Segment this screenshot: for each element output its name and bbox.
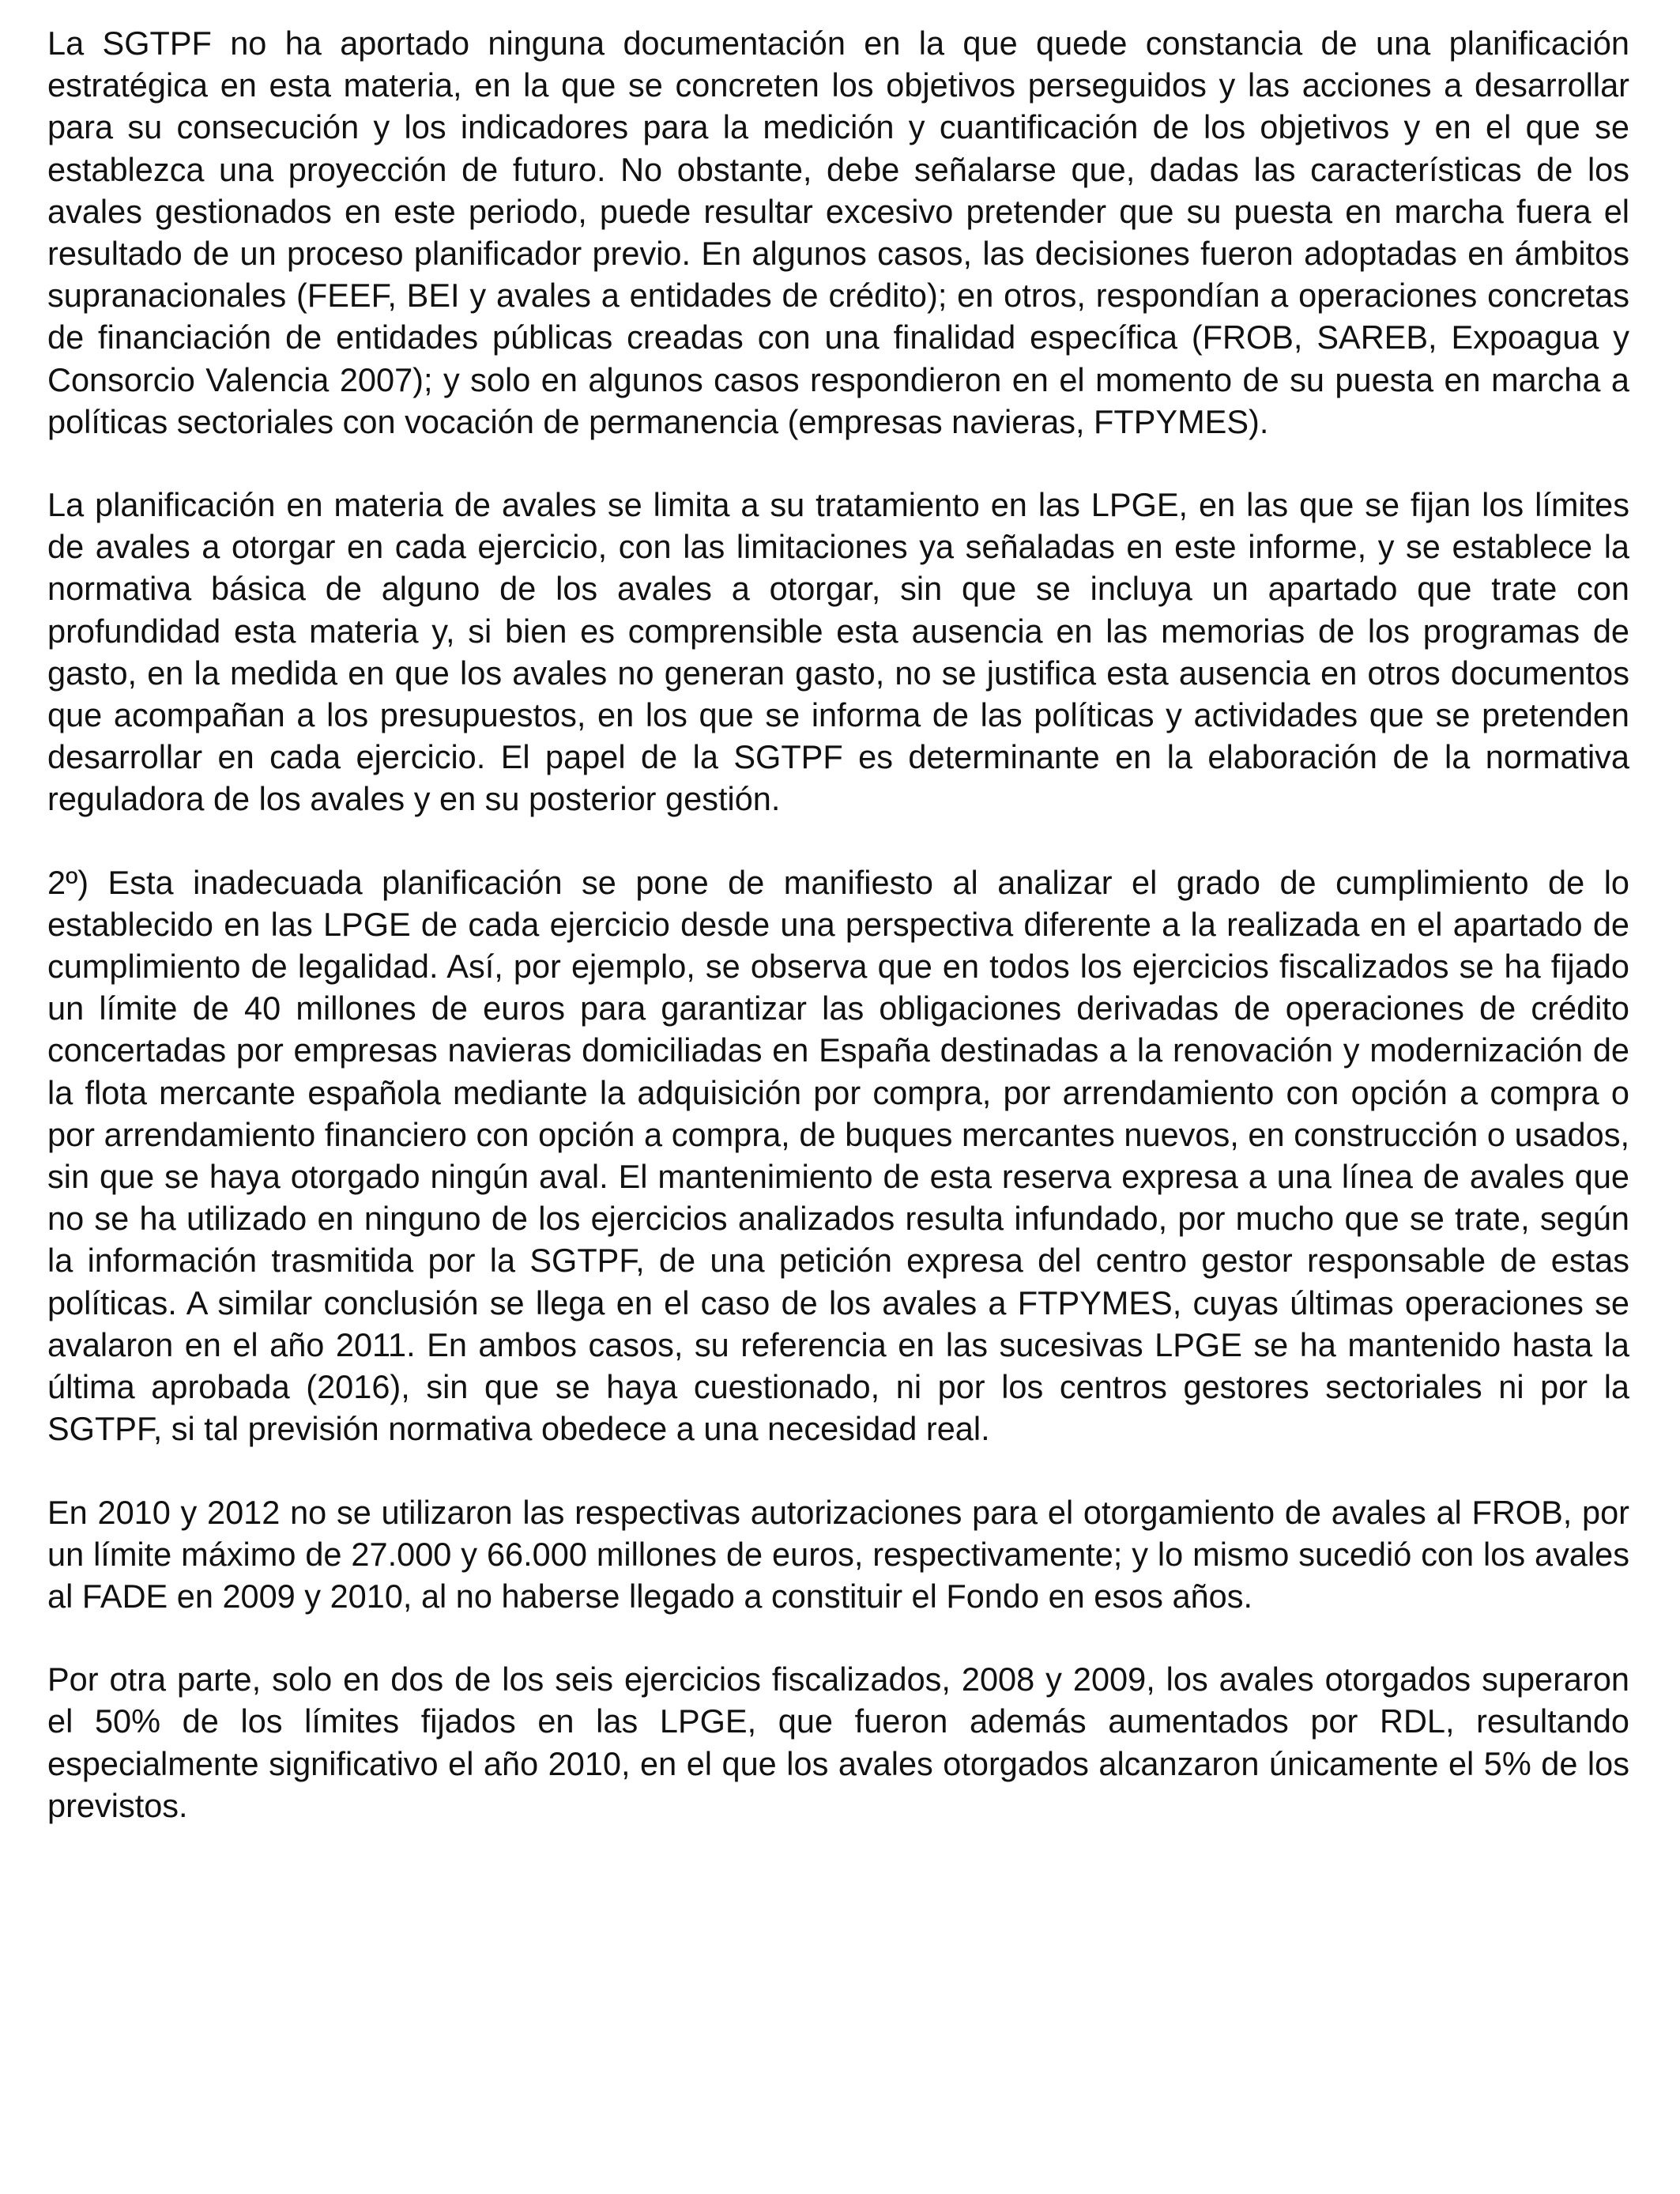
document-page: [47, 22, 1629, 1868]
paragraph-avales-otorgados: Por otra parte, solo en dos de los seis ejercicios fiscalizados, 2008 y 2009, los avales otorgados superaron el 50% de los límites fijados en las LPGE, que fueron además aumentados por RDL, resultando especialmente significativo el año 2010, en el que los avales otorgados alcanzaron únicamente el 5% de los previstos.: [47, 1661, 1629, 1824]
paragraph-planificacion-estrategica: La SGTPF no ha aportado ninguna documentación en la que quede constancia de una planificación estratégica en esta materia, en la que se concreten los objetivos perseguidos y las acciones a desarrollar para su consecución y los indicadores para la medición y cuantificación de los objetivos y en el que se establezca una proyección de futuro. No obstante, debe señalarse que, dadas las características de los avales gestionados en este periodo, puede resultar excesivo pretender que su puesta en marcha fuera el resultado de un proceso planificador previo. En algunos casos, las decisiones fueron adoptadas en ámbitos supranacionales (FEEF, BEI y avales a entidades de crédito); en otros, respondían a operaciones concretas de financiación de entidades públicas creadas con una finalidad específica (FROB, SAREB, Expoagua y Consorcio Valencia 2007); y solo en algunos casos respondieron en el momento de su puesta en marcha a políticas sectoriales con vocación de permanencia (empresas navieras, FTPYMES).: [47, 25, 1629, 440]
paragraph-planificacion-avales: La planificación en materia de avales se limita a su tratamiento en las LPGE, en las que se fijan los límites de avales a otorgar en cada ejercicio, con las limitaciones ya señaladas en este informe, y se establece la normativa básica de alguno de los avales a otorgar, sin que se incluya un apartado que trate con profundidad esta materia y, si bien es comprensible esta ausencia en las memorias de los programas de gasto, en la medida en que los avales no generan gasto, no se justifica esta ausencia en otros documentos que acompañan a los presupuestos, en los que se informa de las políticas y actividades que se pretenden desarrollar en cada ejercicio. El papel de la SGTPF es determinante en la elaboración de la normativa reguladora de los avales y en su posterior gestión.: [47, 486, 1629, 818]
paragraph-frob-fade: En 2010 y 2012 no se utilizaron las respectivas autorizaciones para el otorgamiento de avales al FROB, por un límite máximo de 27.000 y 66.000 millones de euros, respectivamente; y lo mismo sucedió con los avales al FADE en 2009 y 2010, al no haberse llegado a constituir el Fondo en esos años.: [47, 1493, 1629, 1615]
paragraph-inadecuada-planificacion: 2º) Esta inadecuada planificación se pone de manifiesto al analizar el grado de cumplimiento de lo establecido en las LPGE de cada ejercicio desde una perspectiva diferente a la realizada en el apartado de cumplimiento de legalidad. Así, por ejemplo, se observa que en todos los ejercicios fiscalizados se ha fijado un límite de 40 millones de euros para garantizar las obligaciones derivadas de operaciones de crédito concertadas por empresas navieras domiciliadas en España destinadas a la renovación y modernización de la flota mercante española mediante la adquisición por compra, por arrendamiento con opción a compra o por arrendamiento financiero con opción a compra, de buques mercantes nuevos, en construcción o usados, sin que se haya otorgado ningún aval. El mantenimiento de esta reserva expresa a una línea de avales que no se ha utilizado en ninguno de los ejercicios analizados resulta infundado, por mucho que se trate, según la información trasmitida por la SGTPF, de una petición expresa del centro gestor responsable de estas políticas. A similar conclusión se llega en el caso de los avales a FTPYMES, cuyas últimas operaciones se avalaron en el año 2011. En ambos casos, su referencia en las sucesivas LPGE se ha mantenido hasta la última aprobada (2016), sin que se haya cuestionado, ni por los centros gestores sectoriales ni por la SGTPF, si tal previsión normativa obedece a una necesidad real.: [47, 863, 1629, 1448]
